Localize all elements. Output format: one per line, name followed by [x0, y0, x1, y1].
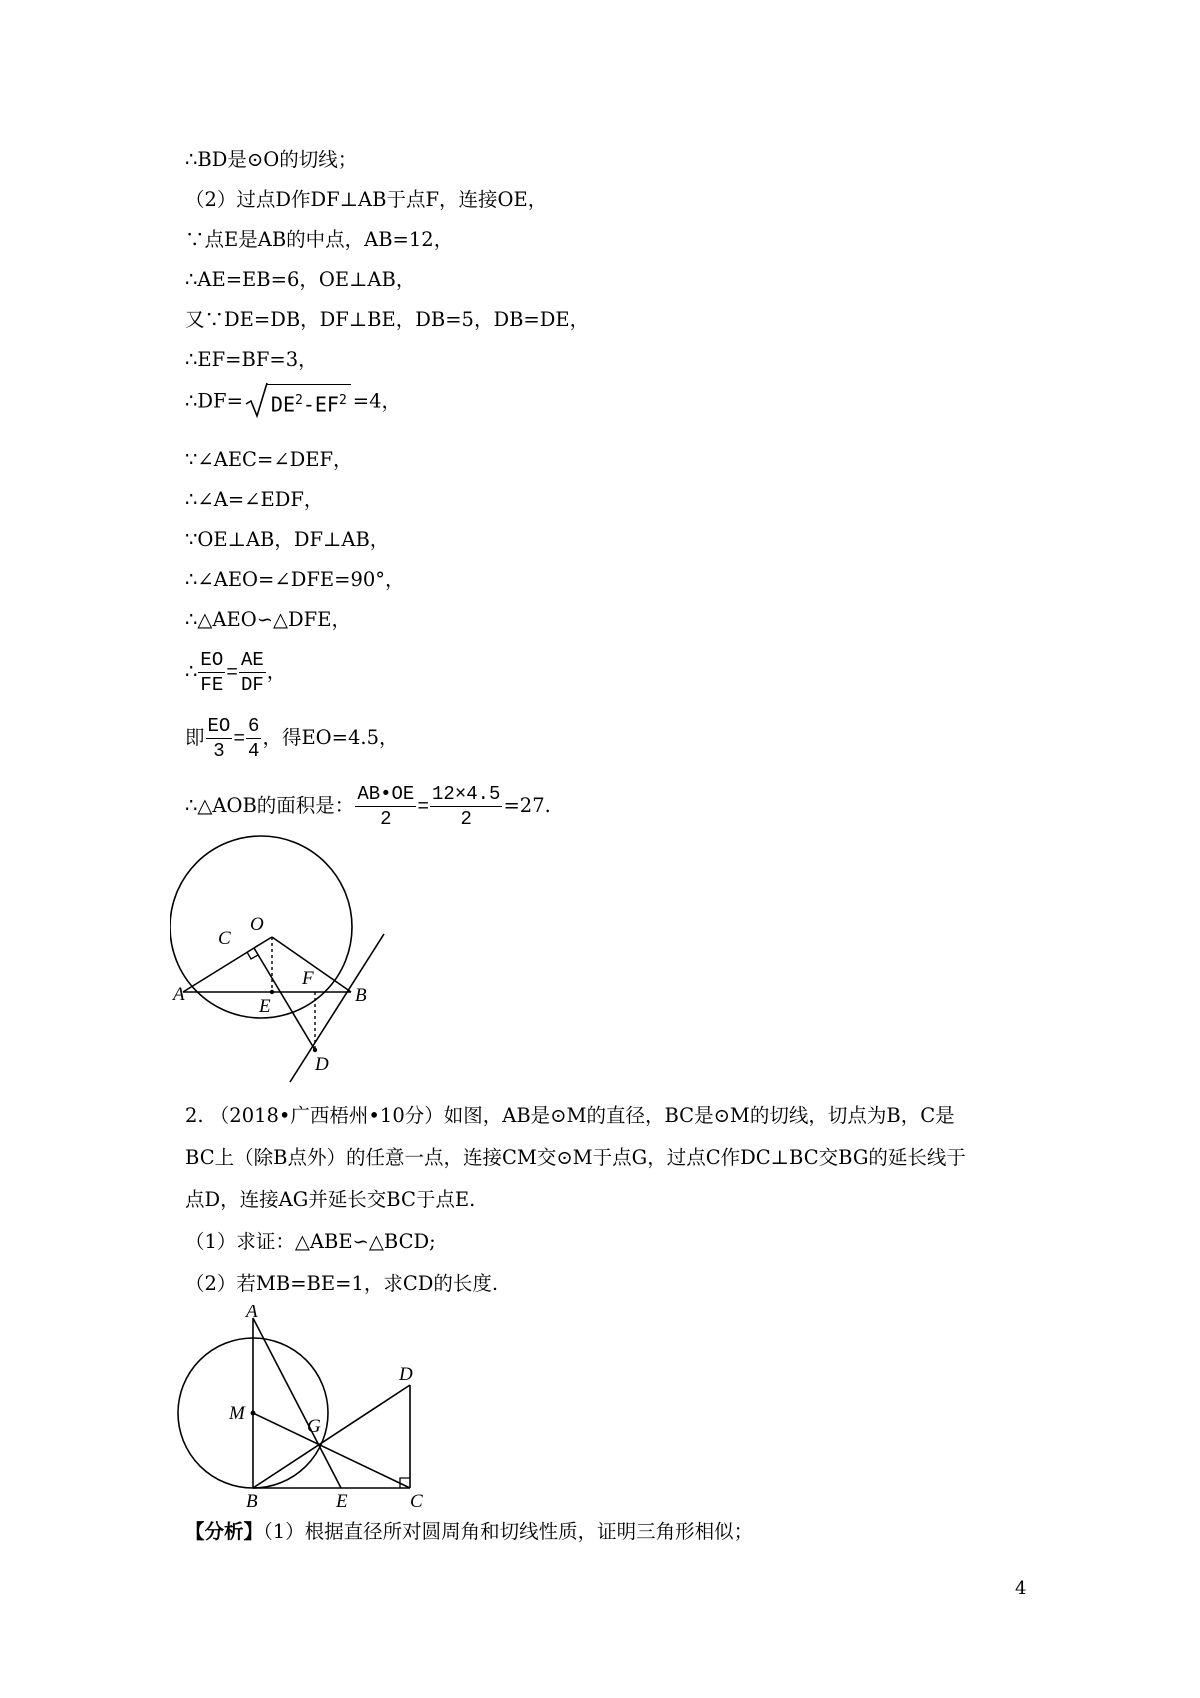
text-line-10: ∵OE⊥AB，DF⊥AB，	[185, 528, 390, 551]
label-a: A	[246, 1305, 258, 1322]
radicand-ef: -EF	[302, 392, 339, 417]
equals-sign: =	[233, 728, 246, 750]
fraction-ae-df	[239, 648, 266, 697]
numerator: 6	[248, 715, 260, 737]
fraction-eo-fe	[198, 648, 225, 697]
text-line-14	[185, 714, 399, 763]
page-number: 4	[1015, 1578, 1027, 1599]
geometry-figure-2	[170, 1305, 430, 1510]
fraction-ab-oe-2	[355, 782, 416, 831]
ratio-prefix: ∴	[185, 660, 198, 683]
fraction-12x4-5-2	[430, 782, 502, 831]
point-e	[270, 990, 274, 994]
area-prefix: ∴△AOB的面积是：	[185, 794, 355, 817]
radical-sign-icon	[245, 380, 269, 420]
label-b: B	[355, 985, 367, 1006]
problem2-line-3: 点D，连接AG并延长交BC于点E.	[185, 1188, 476, 1211]
analysis-tag: 【分析】	[185, 1520, 264, 1543]
label-e: E	[259, 996, 271, 1017]
numerator: AB•OE	[357, 783, 415, 805]
problem2-line-2: BC上（除B点外）的任意一点，连接CM交⊙M于点G，过点C作DC⊥BC交BG的延长线于	[185, 1146, 966, 1169]
equals-sign: =	[226, 662, 238, 684]
df-suffix: =4，	[352, 389, 402, 413]
segment-bd	[253, 1385, 410, 1488]
label-e: E	[336, 1491, 348, 1510]
text-line-3: ∵点E是AB的中点，AB=12，	[185, 228, 454, 251]
exponent-a: 2	[295, 393, 303, 408]
problem2-line-1: 2. （2018•广西梧州•10分）如图，AB是⊙M的直径，BC是⊙M的切线，切点为B，C是	[185, 1104, 955, 1127]
label-b: B	[246, 1491, 258, 1510]
problem2-question-1: （1）求证：△ABE∽△BCD;	[185, 1230, 436, 1253]
exponent-b: 2	[338, 393, 347, 408]
denominator: DF	[240, 674, 264, 696]
text-line-9: ∴∠A=∠EDF，	[185, 488, 324, 511]
analysis-text: （1）根据直径所对圆周角和切线性质，证明三角形相似；	[263, 1520, 754, 1543]
df-prefix: ∴DF=	[185, 389, 243, 413]
analysis-line	[185, 1518, 753, 1546]
label-m: M	[229, 1403, 245, 1424]
label-c: C	[218, 928, 231, 949]
point-d	[313, 1048, 317, 1052]
denominator: 2	[460, 808, 472, 830]
segment-co	[254, 937, 272, 948]
numerator: 12×4.5	[432, 783, 501, 805]
denominator: 3	[213, 740, 225, 762]
geometry-figure-1	[170, 830, 410, 1085]
denominator: FE	[200, 674, 224, 696]
ratio-suffix: ，	[266, 660, 287, 683]
text-line-1: ∴BD是⊙O的切线；	[185, 148, 358, 171]
area-suffix: =27.	[503, 794, 551, 817]
numerator: AE	[240, 649, 264, 671]
fraction-6-4	[246, 714, 261, 763]
segment-mc	[253, 1413, 410, 1488]
point-m	[251, 1411, 256, 1416]
equals-sign: =	[417, 796, 430, 818]
label-g: G	[307, 1416, 321, 1437]
problem2-question-2: （2）若MB=BE=1，求CD的长度.	[185, 1272, 499, 1295]
text-line-13	[185, 648, 286, 697]
ratio2-suffix: ，得EO=4.5，	[262, 726, 399, 749]
segment-ac	[183, 948, 254, 992]
text-line-5: 又∵DE=DB，DF⊥BE，DB=5，DB=DE，	[185, 308, 590, 331]
label-d: D	[315, 1054, 329, 1075]
text-line-2: （2）过点D作DF⊥AB于点F，连接OE，	[185, 188, 548, 211]
label-a: A	[173, 984, 185, 1005]
label-c: C	[410, 1491, 423, 1510]
text-line-7	[185, 384, 401, 420]
text-line-4: ∴AE=EB=6，OE⊥AB，	[185, 268, 416, 291]
text-line-11: ∴∠AEO=∠DFE=90°，	[185, 568, 405, 591]
label-f: F	[302, 968, 314, 989]
denominator: 4	[248, 740, 260, 762]
fraction-eo-3	[206, 714, 233, 763]
label-d: D	[399, 1364, 413, 1385]
numerator: EO	[207, 715, 231, 737]
text-line-8: ∵∠AEC=∠DEF，	[185, 448, 353, 471]
denominator: 2	[380, 808, 392, 830]
text-line-12: ∴△AEO∽△DFE，	[185, 608, 351, 631]
sqrt-expression	[245, 384, 351, 420]
ratio2-prefix: 即	[185, 726, 205, 749]
radicand-de: DE	[270, 392, 296, 417]
text-line-15	[185, 782, 551, 831]
text-line-6: ∴EF=BF=3，	[185, 348, 318, 371]
label-o: O	[250, 914, 264, 935]
numerator: EO	[200, 649, 224, 671]
